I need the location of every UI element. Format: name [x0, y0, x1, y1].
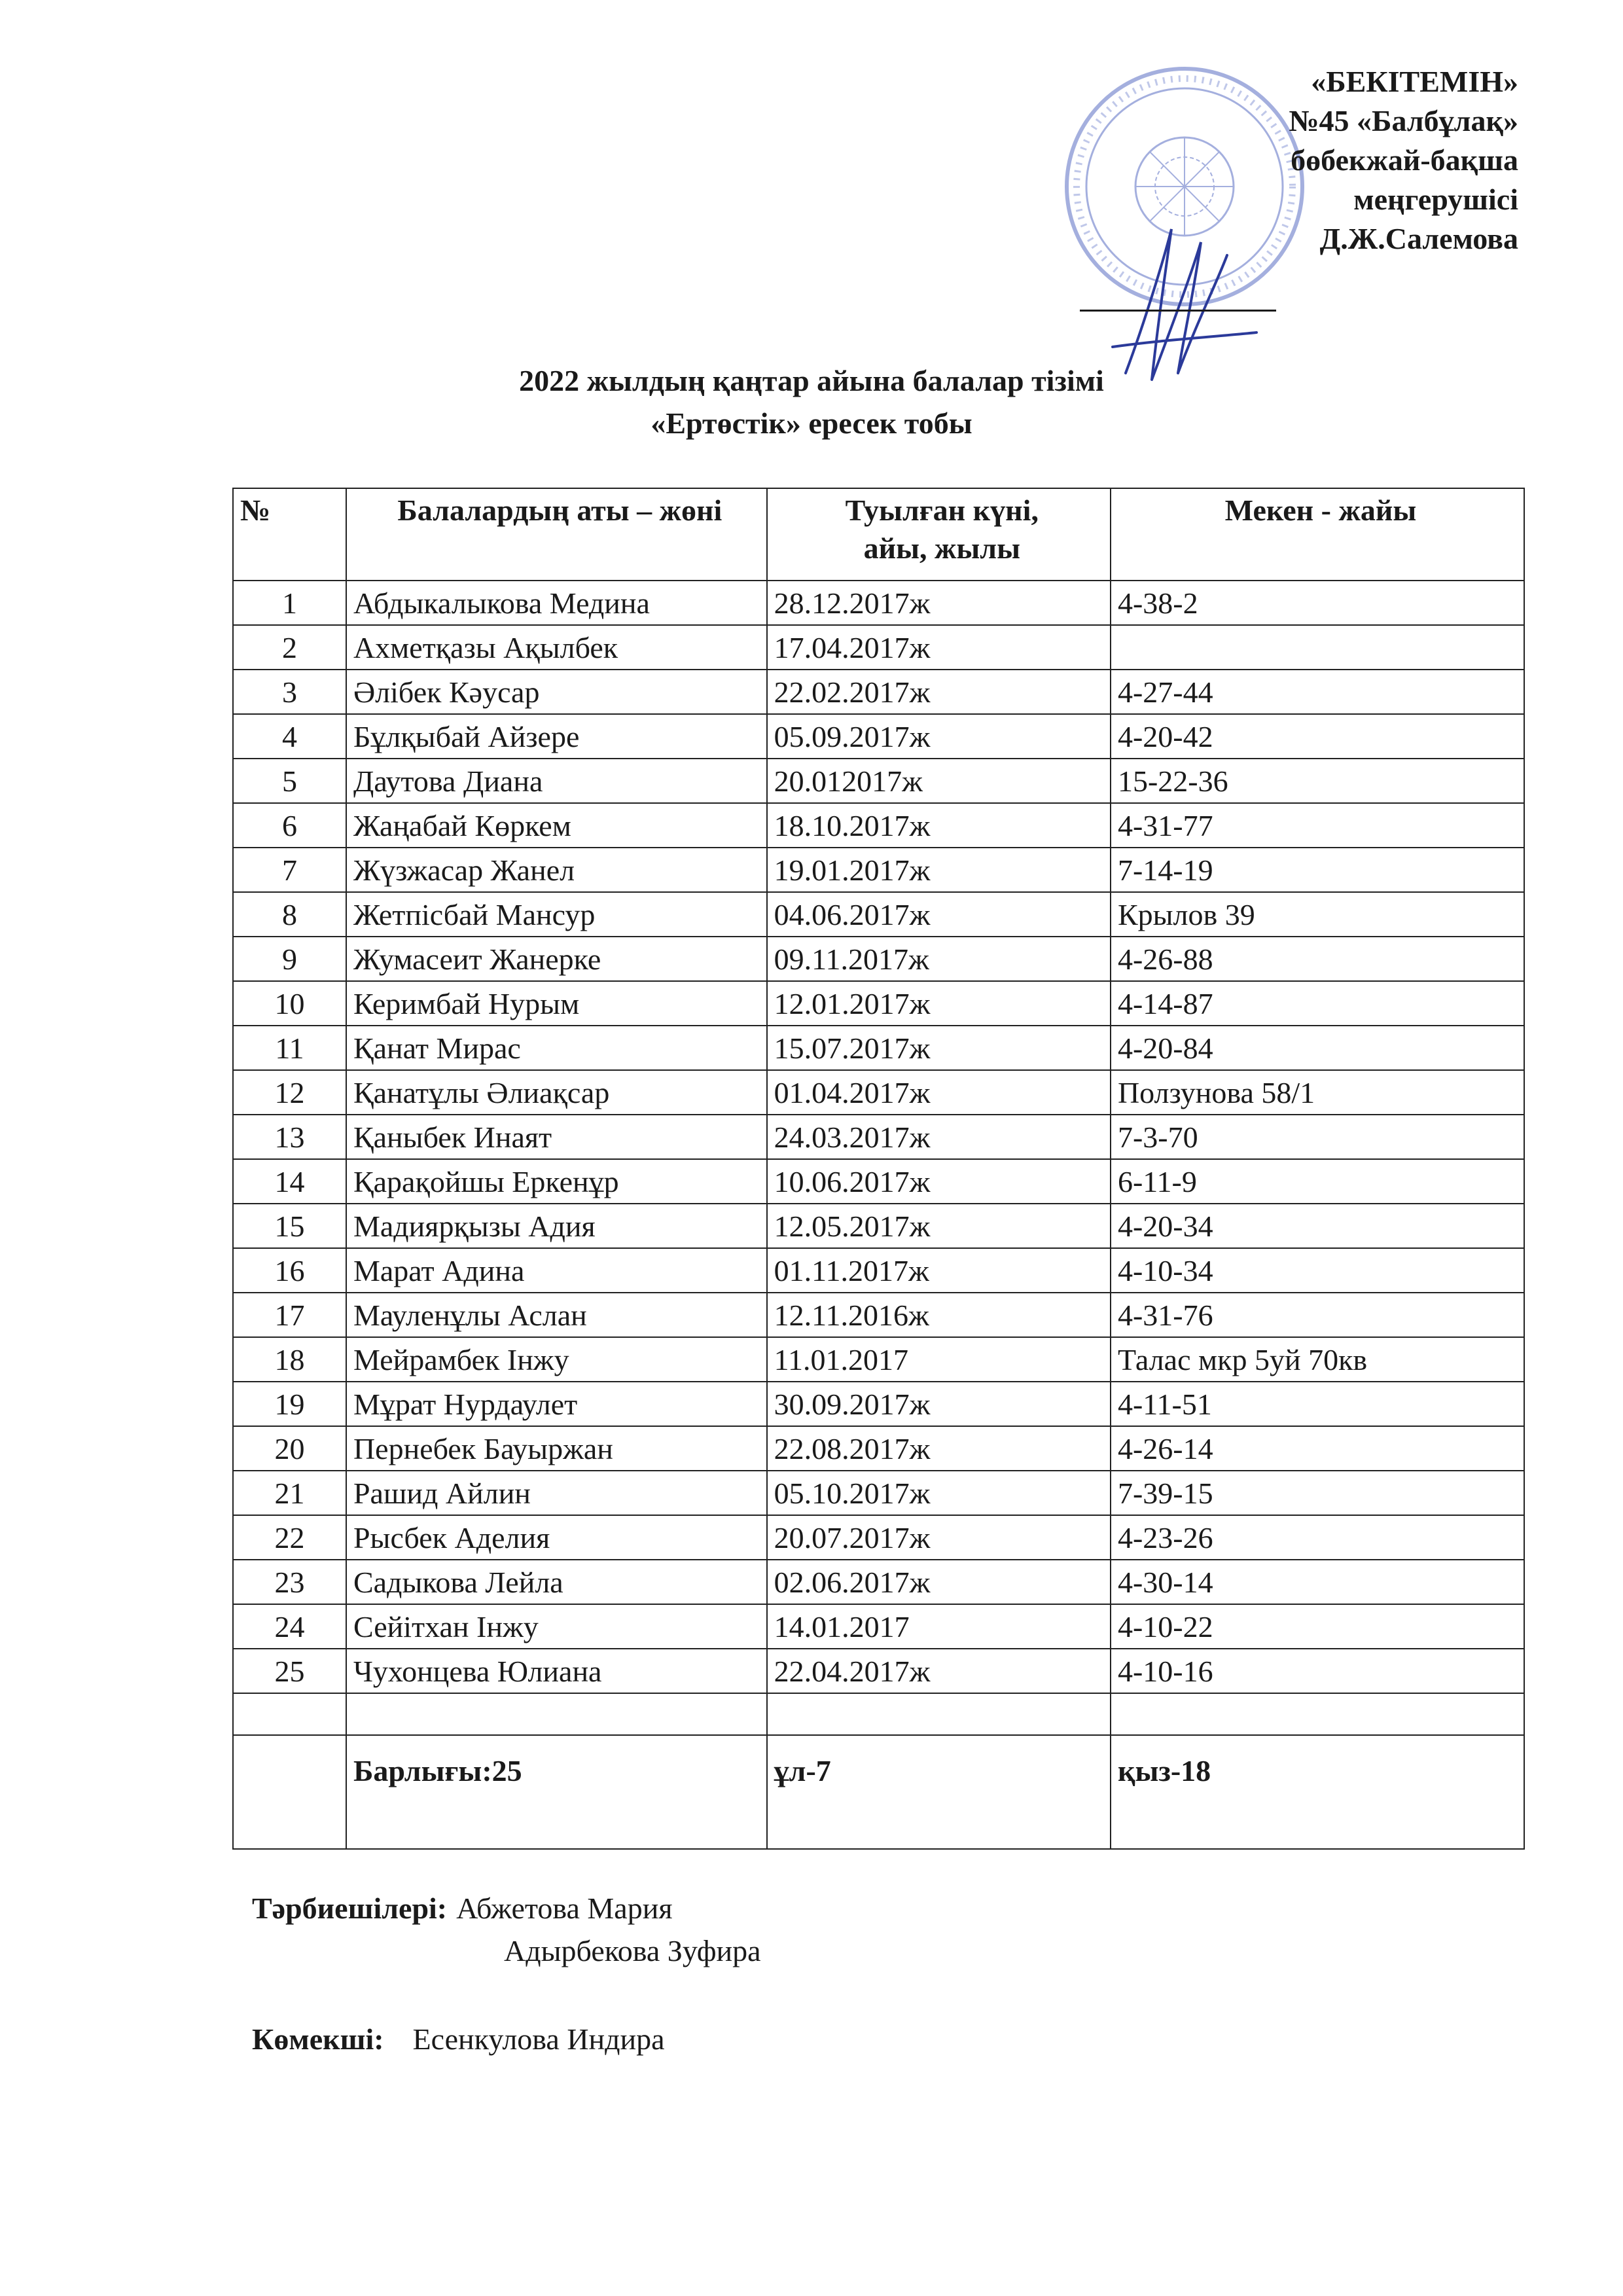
home-address [1111, 625, 1524, 670]
teacher-name-2: Адырбекова Зуфира [504, 1934, 761, 1967]
table-row [233, 848, 1524, 892]
table-row [233, 714, 1524, 759]
child-name: Жүзжасар Жанел [346, 848, 767, 892]
child-name: Жаңабай Көркем [346, 803, 767, 848]
birth-date: 28.12.2017ж [767, 581, 1111, 625]
table-row [233, 1248, 1524, 1293]
child-name: Керимбай Нурым [346, 981, 767, 1026]
row-number: 11 [233, 1026, 346, 1070]
row-number: 5 [233, 759, 346, 803]
home-address: 4-26-14 [1111, 1426, 1524, 1471]
table-row [233, 1560, 1524, 1604]
home-address: 7-39-15 [1111, 1471, 1524, 1515]
table-row [233, 581, 1524, 625]
approval-block [1289, 62, 1518, 259]
signature-scribble [1086, 216, 1283, 386]
birth-date: 04.06.2017ж [767, 892, 1111, 937]
child-name: Абдыкалыкова Медина [346, 581, 767, 625]
table-row [233, 1649, 1524, 1693]
child-name: Садыкова Лейла [346, 1560, 767, 1604]
row-number: 4 [233, 714, 346, 759]
table-row [233, 1204, 1524, 1248]
home-address: 4-31-76 [1111, 1293, 1524, 1337]
birth-date: 02.06.2017ж [767, 1560, 1111, 1604]
assistant-line [252, 2019, 665, 2060]
home-address: Крылов 39 [1111, 892, 1524, 937]
child-name: Рысбек Аделия [346, 1515, 767, 1560]
girls-count: қыз-18 [1111, 1735, 1524, 1849]
table-row [233, 759, 1524, 803]
table-row [233, 803, 1524, 848]
home-address: 4-10-34 [1111, 1248, 1524, 1293]
row-number: 20 [233, 1426, 346, 1471]
home-address: 4-20-34 [1111, 1204, 1524, 1248]
birth-date: 12.01.2017ж [767, 981, 1111, 1026]
row-number: 3 [233, 670, 346, 714]
approval-heading: «БЕКІТЕМІН» [1311, 65, 1518, 98]
birth-date: 19.01.2017ж [767, 848, 1111, 892]
table-row [233, 937, 1524, 981]
child-name: Бұлқыбай Айзере [346, 714, 767, 759]
signature-line [1080, 310, 1276, 312]
header-name: Балалардың аты – жөні [346, 488, 767, 581]
approval-institution-type: бөбекжай-бақша [1291, 143, 1518, 177]
document-title: 2022 жылдың қаңтар айына балалар тізімі [519, 364, 1104, 397]
home-address: 4-27-44 [1111, 670, 1524, 714]
table-row [233, 1382, 1524, 1426]
table-row [233, 1515, 1524, 1560]
row-number: 9 [233, 937, 346, 981]
home-address: 15-22-36 [1111, 759, 1524, 803]
header-birth-date-line1: Туылған күні, [845, 493, 1039, 527]
home-address: 4-38-2 [1111, 581, 1524, 625]
empty-cell [233, 1693, 346, 1735]
table-row [233, 670, 1524, 714]
approval-position: меңгерушісі [1353, 183, 1518, 216]
table-row [233, 981, 1524, 1026]
table-row [233, 1070, 1524, 1115]
row-number: 10 [233, 981, 346, 1026]
table-row [233, 1115, 1524, 1159]
table-row [233, 1471, 1524, 1515]
table-empty-row [233, 1693, 1524, 1735]
table-row [233, 625, 1524, 670]
home-address: 4-20-42 [1111, 714, 1524, 759]
teacher-name-1: Абжетова Мария [456, 1892, 673, 1925]
header-birth-date-line2: айы, жылы [863, 531, 1021, 565]
child-name: Мейрамбек Інжу [346, 1337, 767, 1382]
children-list-table [232, 488, 1525, 1850]
birth-date: 01.11.2017ж [767, 1248, 1111, 1293]
teachers-line [252, 1888, 672, 1929]
home-address: 4-14-87 [1111, 981, 1524, 1026]
child-name: Қарақойшы Еркенұр [346, 1159, 767, 1204]
home-address: Ползунова 58/1 [1111, 1070, 1524, 1115]
row-number: 8 [233, 892, 346, 937]
group-title: «Ертөстік» ересек тобы [651, 406, 972, 440]
home-address: Талас мкр 5уй 70кв [1111, 1337, 1524, 1382]
birth-date: 10.06.2017ж [767, 1159, 1111, 1204]
home-address: 4-31-77 [1111, 803, 1524, 848]
row-number: 13 [233, 1115, 346, 1159]
empty-cell [346, 1693, 767, 1735]
row-number: 12 [233, 1070, 346, 1115]
empty-cell [233, 1735, 346, 1849]
birth-date: 11.01.2017 [767, 1337, 1111, 1382]
birth-date: 18.10.2017ж [767, 803, 1111, 848]
child-name: Қаныбек Инаят [346, 1115, 767, 1159]
home-address: 4-26-88 [1111, 937, 1524, 981]
child-name: Мауленұлы Аслан [346, 1293, 767, 1337]
total-count: Барлығы:25 [346, 1735, 767, 1849]
child-name: Жетпісбай Мансур [346, 892, 767, 937]
row-number: 21 [233, 1471, 346, 1515]
table-row [233, 1159, 1524, 1204]
child-name: Әлібек Кәусар [346, 670, 767, 714]
child-name: Жумасеит Жанерке [346, 937, 767, 981]
birth-date: 22.02.2017ж [767, 670, 1111, 714]
table-row [233, 1426, 1524, 1471]
birth-date: 09.11.2017ж [767, 937, 1111, 981]
boys-count: ұл-7 [767, 1735, 1111, 1849]
empty-cell [1111, 1693, 1524, 1735]
header-number: № [233, 488, 346, 581]
row-number: 23 [233, 1560, 346, 1604]
child-name: Ахметқазы Ақылбек [346, 625, 767, 670]
birth-date: 05.10.2017ж [767, 1471, 1111, 1515]
child-name: Пернебек Бауыржан [346, 1426, 767, 1471]
home-address: 4-10-16 [1111, 1649, 1524, 1693]
birth-date: 15.07.2017ж [767, 1026, 1111, 1070]
table-row [233, 1604, 1524, 1649]
birth-date: 01.04.2017ж [767, 1070, 1111, 1115]
row-number: 14 [233, 1159, 346, 1204]
empty-cell [767, 1693, 1111, 1735]
child-name: Мұрат Нурдаулет [346, 1382, 767, 1426]
header-address: Мекен - жайы [1111, 488, 1524, 581]
row-number: 16 [233, 1248, 346, 1293]
child-name: Сейітхан Інжу [346, 1604, 767, 1649]
birth-date: 30.09.2017ж [767, 1382, 1111, 1426]
table-row [233, 892, 1524, 937]
row-number: 22 [233, 1515, 346, 1560]
child-name: Рашид Айлин [346, 1471, 767, 1515]
table-row [233, 1337, 1524, 1382]
birth-date: 14.01.2017 [767, 1604, 1111, 1649]
row-number: 2 [233, 625, 346, 670]
table-row [233, 1293, 1524, 1337]
home-address: 4-10-22 [1111, 1604, 1524, 1649]
row-number: 17 [233, 1293, 346, 1337]
child-name: Қанат Мирас [346, 1026, 767, 1070]
birth-date: 17.04.2017ж [767, 625, 1111, 670]
header-birth-date [767, 488, 1111, 581]
home-address: 4-30-14 [1111, 1560, 1524, 1604]
approval-kindergarten: №45 «Балбұлақ» [1289, 104, 1518, 137]
row-number: 18 [233, 1337, 346, 1382]
birth-date: 12.05.2017ж [767, 1204, 1111, 1248]
assistant-name: Есенкулова Индира [412, 2022, 665, 2056]
table-row [233, 1026, 1524, 1070]
row-number: 24 [233, 1604, 346, 1649]
assistant-label: Көмекші: [252, 2022, 384, 2056]
birth-date: 20.012017ж [767, 759, 1111, 803]
approval-director-name: Д.Ж.Салемова [1319, 222, 1518, 255]
row-number: 19 [233, 1382, 346, 1426]
child-name: Даутова Диана [346, 759, 767, 803]
home-address: 4-11-51 [1111, 1382, 1524, 1426]
child-name: Чухонцева Юлиана [346, 1649, 767, 1693]
row-number: 7 [233, 848, 346, 892]
home-address: 4-23-26 [1111, 1515, 1524, 1560]
home-address: 4-20-84 [1111, 1026, 1524, 1070]
birth-date: 22.04.2017ж [767, 1649, 1111, 1693]
birth-date: 12.11.2016ж [767, 1293, 1111, 1337]
child-name: Марат Адина [346, 1248, 767, 1293]
row-number: 6 [233, 803, 346, 848]
home-address: 7-3-70 [1111, 1115, 1524, 1159]
home-address: 6-11-9 [1111, 1159, 1524, 1204]
birth-date: 05.09.2017ж [767, 714, 1111, 759]
birth-date: 22.08.2017ж [767, 1426, 1111, 1471]
child-name: Мадиярқызы Адия [346, 1204, 767, 1248]
table-header-row [233, 488, 1524, 581]
table-total-row [233, 1735, 1524, 1849]
birth-date: 20.07.2017ж [767, 1515, 1111, 1560]
row-number: 15 [233, 1204, 346, 1248]
row-number: 1 [233, 581, 346, 625]
child-name: Қанатұлы Әлиақсар [346, 1070, 767, 1115]
birth-date: 24.03.2017ж [767, 1115, 1111, 1159]
row-number: 25 [233, 1649, 346, 1693]
teachers-label: Тәрбиешілері: [252, 1892, 448, 1925]
home-address: 7-14-19 [1111, 848, 1524, 892]
